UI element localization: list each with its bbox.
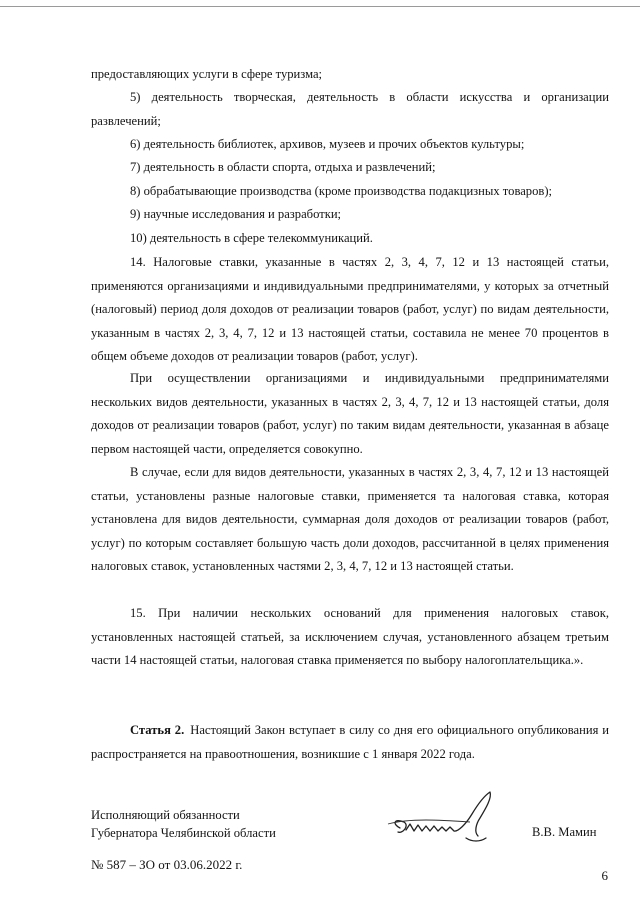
top-rule	[0, 6, 640, 7]
part-14-paragraph-2: При осуществлении организациями и индивидуальными предпринимателями нескольких видов деятельности, указанных в частях 2, 3, 4, 7, 12 и 13 настоящей статьи, доля доходов от реализации товаров (работ, услуг) по таким видам деятельности, указанная в абзаце первом настоящей части, определяется совокупно.	[91, 371, 609, 456]
signatory-name: В.В. Мамин	[532, 825, 597, 839]
part-14-paragraph-3: В случае, если для видов деятельности, указанных в частях 2, 3, 4, 7, 12 и 13 настоящей статьи, установлены разные налоговые ставки, применяется та налоговая ставка, которая установлена для видов деятельности, суммарная доля доходов от реализации товаров (работ, услуг) по которым составляет большую часть доли доходов, рассчитанной в целях применения налоговых ставок, установленных частями 2, 3, 4, 7, 12 и 13 настоящей статьи.	[91, 465, 609, 574]
list-item-9: 9) научные исследования и разработки;	[130, 207, 342, 221]
law-number: № 587 – ЗО от 03.06.2022 г.	[91, 857, 243, 872]
list-item-7: 7) деятельность в области спорта, отдыха и развлечений;	[130, 160, 436, 174]
paragraph-continuation: предоставляющих услуги в сфере туризма;	[91, 67, 323, 81]
list-item-6: 6) деятельность библиотек, архивов, музеев и прочих объектов культуры;	[130, 137, 525, 151]
signatory-title	[91, 806, 276, 842]
part-15-paragraph: 15. При наличии нескольких оснований для применения налоговых ставок, установленных настоящей статьей, за исключением случая, установленного абзацем третьим части 14 настоящей статьи, налоговая ставка применяется по выбору налогоплательщика.».	[91, 606, 609, 668]
article-2-heading: Статья 2.	[130, 723, 185, 737]
list-item-8: 8) обрабатывающие производства (кроме производства подакцизных товаров);	[130, 184, 553, 198]
handwritten-signature	[380, 784, 510, 854]
article-2	[91, 719, 609, 766]
page-number: 6	[601, 868, 608, 883]
list-item-5: 5) деятельность творческая, деятельность в области искусства и организации развлечений;	[91, 90, 609, 128]
signatory-title-line-2: Губернатора Челябинской области	[91, 826, 276, 840]
part-14-paragraph: 14. Налоговые ставки, указанные в частях 2, 3, 4, 7, 12 и 13 настоящей статьи, применяются организациями и индивидуальными предпринимателями, у которых за отчетный (налоговый) период доля доходов от реализации товаров (работ, услуг) по видам деятельности, указанным в частях 2, 3, 4, 7, 12 и 13 настоящей статьи, составила не менее 70 процентов в общем объеме доходов от реализации товаров (работ, услуг).	[91, 255, 609, 364]
signatory-title-line-1: Исполняющий обязанности	[91, 808, 240, 822]
list-item-10: 10) деятельность в сфере телекоммуникаций.	[130, 231, 373, 245]
article-2-text: Настоящий Закон вступает в силу со дня его официального опубликования и распространяется на правоотношения, возникшие с 1 января 2022 года.	[91, 723, 609, 761]
